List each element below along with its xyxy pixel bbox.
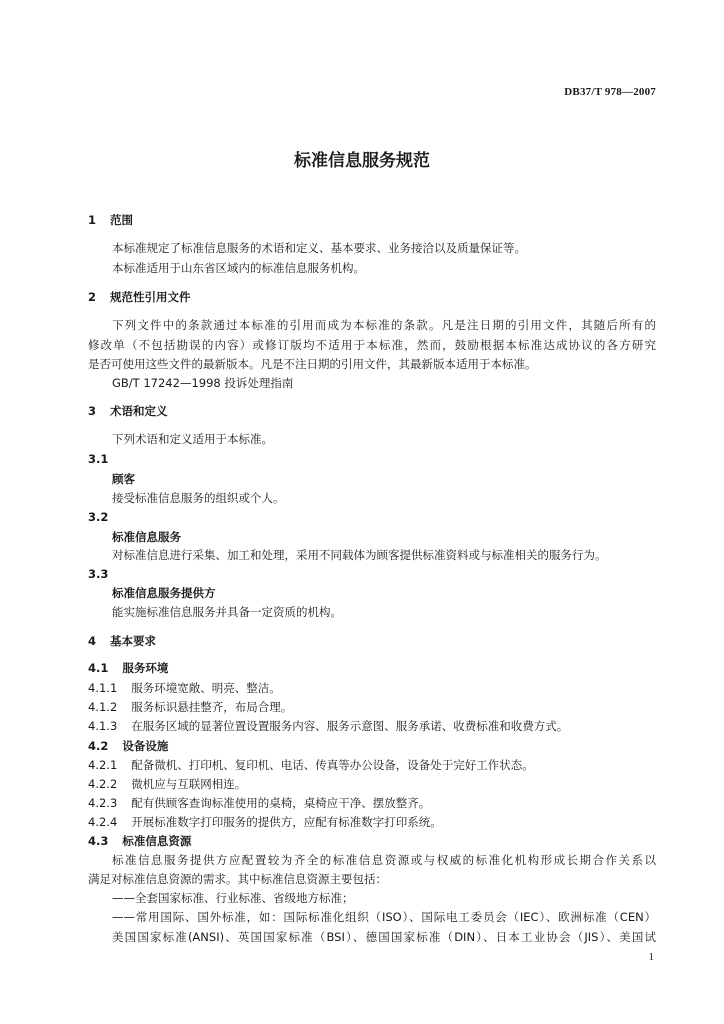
term-number: 3.1 bbox=[88, 452, 109, 466]
term-name: 标准信息服务提供方 bbox=[112, 586, 216, 600]
list-item: ——常用国际、国外标准，如：国际标准化组织（ISO）、国际电工委员会（IEC）、欧洲标准（CEN） bbox=[112, 910, 656, 924]
subsection-heading: 4.1 服务环境 bbox=[88, 661, 169, 675]
paragraph: 修改单（不包括勘误的内容）或修订版均不适用于本标准，然而，鼓励根据本标准达成协议的各方研究 bbox=[88, 338, 656, 352]
page-title: 标准信息服务规范 bbox=[294, 151, 430, 171]
paragraph: 本标准适用于山东省区域内的标准信息服务机构。 bbox=[112, 261, 365, 275]
list-item-continuation: 美国国家标准(ANSI)、英国国家标准（BSI）、德国国家标准（DIN）、日本工业协会（JIS）、美国试 bbox=[112, 930, 656, 944]
normative-reference: GB/T 17242—1998 投诉处理指南 bbox=[112, 376, 294, 390]
section-heading-1: 1 范围 bbox=[88, 213, 134, 227]
clause: 4.2.1 配备微机、打印机、复印机、电话、传真等办公设备，设备处于完好工作状态。 bbox=[88, 758, 534, 772]
paragraph: 下列文件中的条款通过本标准的引用而成为本标准的条款。凡是注日期的引用文件，其随后所有的 bbox=[112, 318, 656, 332]
term-name: 顾客 bbox=[112, 472, 135, 486]
list-item: ——全套国家标准、行业标准、省级地方标准； bbox=[112, 891, 354, 905]
clause: 4.1.1 服务环境宽敞、明亮、整洁。 bbox=[88, 681, 281, 695]
section-heading-3: 3 术语和定义 bbox=[88, 404, 168, 418]
term-name: 标准信息服务 bbox=[112, 530, 181, 544]
term-definition: 接受标准信息服务的组织或个人。 bbox=[112, 491, 285, 505]
subsection-heading: 4.2 设备设施 bbox=[88, 739, 169, 753]
paragraph: 本标准规定了标准信息服务的术语和定义、基本要求、业务接洽以及质量保证等。 bbox=[112, 241, 526, 255]
section-heading-2: 2 规范性引用文件 bbox=[88, 290, 191, 304]
clause: 4.2.4 开展标准数字打印服务的提供方，应配有标准数字打印系统。 bbox=[88, 815, 442, 829]
paragraph: 是否可使用这些文件的最新版本。凡是不注日期的引用文件，其最新版本适用于本标准。 bbox=[88, 357, 537, 371]
paragraph: 满足对标准信息资源的需求。其中标准信息资源主要包括： bbox=[88, 872, 387, 886]
section-heading-4: 4 基本要求 bbox=[88, 634, 157, 648]
clause: 4.1.2 服务标识悬挂整齐，布局合理。 bbox=[88, 700, 293, 714]
paragraph: 下列术语和定义适用于本标准。 bbox=[112, 432, 273, 446]
subsection-heading: 4.3 标准信息资源 bbox=[88, 834, 192, 848]
clause: 4.2.2 微机应与互联网相连。 bbox=[88, 777, 247, 791]
term-number: 3.2 bbox=[88, 510, 109, 524]
document-code: DB37/T 978—2007 bbox=[564, 86, 656, 98]
page-number: 1 bbox=[648, 951, 654, 963]
term-definition: 能实施标准信息服务并具备一定资质的机构。 bbox=[112, 605, 342, 619]
clause: 4.1.3 在服务区域的显著位置设置服务内容、服务示意图、服务承诺、收费标准和收费方式。 bbox=[88, 719, 569, 733]
clause: 4.2.3 配有供顾客查询标准使用的桌椅，桌椅应干净、摆放整齐。 bbox=[88, 796, 431, 810]
term-definition: 对标准信息进行采集、加工和处理，采用不同载体为顾客提供标准资料或与标准相关的服务行为。 bbox=[112, 548, 607, 562]
paragraph: 标准信息服务提供方应配置较为齐全的标准信息资源或与权威的标准化机构形成长期合作关系以 bbox=[112, 853, 656, 867]
term-number: 3.3 bbox=[88, 567, 109, 581]
